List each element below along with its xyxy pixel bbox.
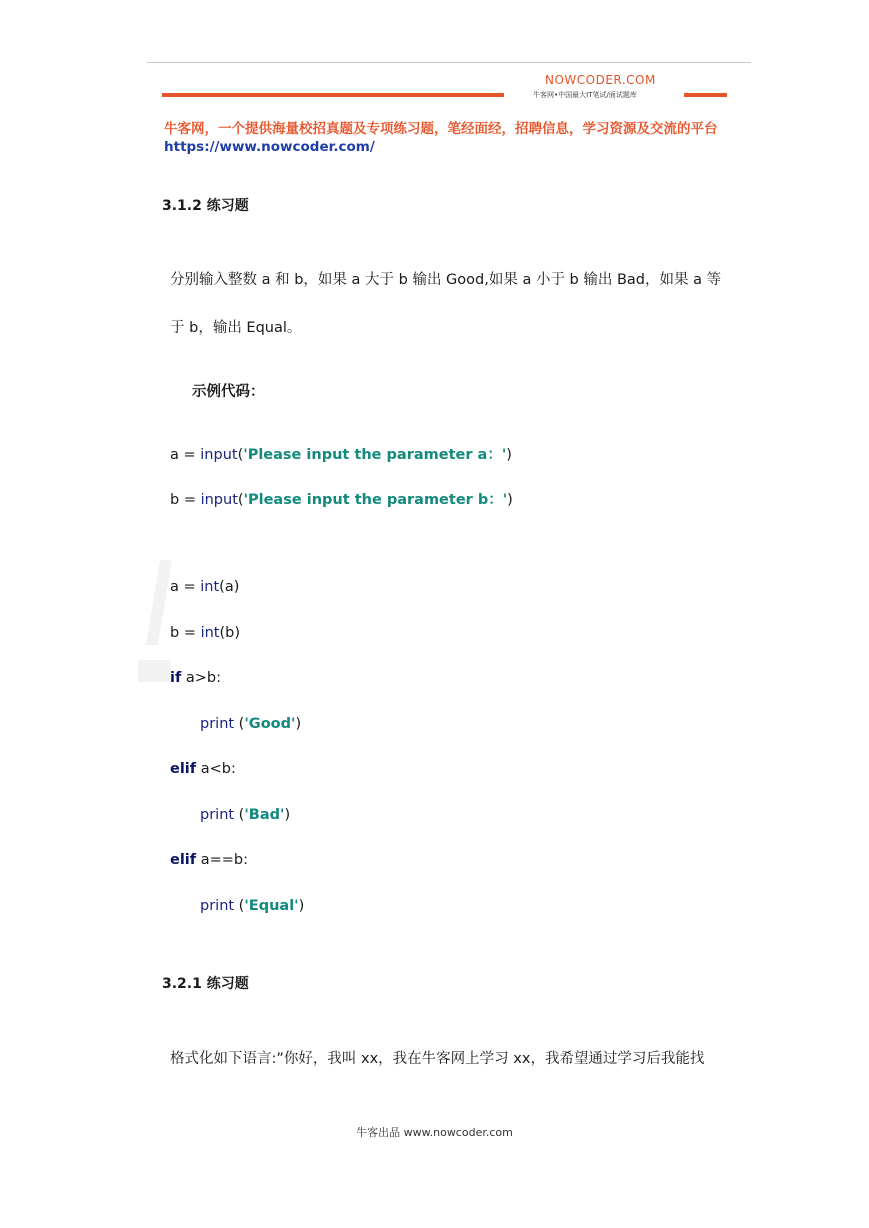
code-line: [170, 761, 236, 777]
code-keyword: if: [170, 670, 182, 686]
code-string: 'Bad': [244, 807, 285, 823]
code-line: [170, 443, 512, 464]
code-line: [170, 852, 248, 868]
code-text: b =: [170, 625, 201, 641]
section-heading-321: 3.2.1 练习题: [162, 976, 249, 992]
code-function: print: [200, 898, 235, 914]
code-text: (: [237, 492, 244, 508]
code-text: (: [234, 898, 245, 914]
page-footer: 牛客出品 www.nowcoder.com: [356, 1126, 513, 1139]
header-url-link[interactable]: https://www.nowcoder.com/: [164, 139, 375, 155]
code-text: a =: [170, 579, 201, 595]
brand-subtitle: 牛客网•中国最大IT笔试/面试题库: [533, 91, 637, 99]
code-line: [170, 670, 221, 686]
brand-logo-text: NOWCODER.COM: [545, 73, 656, 87]
code-line: [200, 898, 304, 914]
code-text: ): [295, 716, 302, 732]
code-text: (: [237, 447, 244, 463]
code-function: int: [200, 579, 220, 595]
code-function: input: [200, 492, 238, 508]
code-string: 'Please input the parameter a：': [243, 447, 507, 463]
code-line: [170, 488, 513, 509]
code-text: (: [234, 807, 245, 823]
header-bar-left: [162, 93, 504, 97]
question2-text-line1: 格式化如下语言:”你好，我叫 xx，我在牛客网上学习 xx，我希望通过学习后我能找: [170, 1051, 705, 1067]
code-text: (b): [219, 625, 241, 641]
question-text-line2: 于 b，输出 Equal。: [170, 320, 302, 336]
code-line: [170, 625, 240, 641]
header-bar-right: [684, 93, 727, 97]
code-text: a==b:: [196, 852, 248, 868]
code-function: int: [200, 625, 220, 641]
code-keyword: elif: [170, 761, 197, 777]
code-function: print: [200, 716, 235, 732]
watermark-mark: [138, 560, 174, 690]
header-tagline: 牛客网，一个提供海量校招真题及专项练习题，笔经面经，招聘信息，学习资源及交流的平台: [164, 121, 718, 137]
code-text: b =: [170, 492, 201, 508]
code-text: a<b:: [196, 761, 236, 777]
top-rule: [147, 62, 751, 63]
code-string: 'Good': [244, 716, 296, 732]
code-text: ): [506, 447, 512, 463]
code-string: 'Equal': [244, 898, 299, 914]
code-string: 'Please input the parameter b：': [243, 492, 508, 508]
code-keyword: elif: [170, 852, 197, 868]
code-line: [170, 579, 239, 595]
code-text: ): [298, 898, 305, 914]
code-text: ): [507, 492, 513, 508]
code-line: [200, 807, 290, 823]
code-text: a>b:: [181, 670, 222, 686]
code-function: input: [200, 447, 238, 463]
code-text: a =: [170, 447, 201, 463]
code-text: ): [284, 807, 291, 823]
code-function: print: [200, 807, 235, 823]
sample-code-label: 示例代码：: [192, 384, 265, 400]
question-text-line1: 分别输入整数 a 和 b，如果 a 大于 b 输出 Good,如果 a 小于 b 输出 Bad，如果 a 等: [170, 272, 722, 288]
section-heading-312: 3.1.2 练习题: [162, 198, 249, 214]
code-text: (: [234, 716, 245, 732]
code-text: (a): [219, 579, 240, 595]
code-line: [200, 716, 301, 732]
